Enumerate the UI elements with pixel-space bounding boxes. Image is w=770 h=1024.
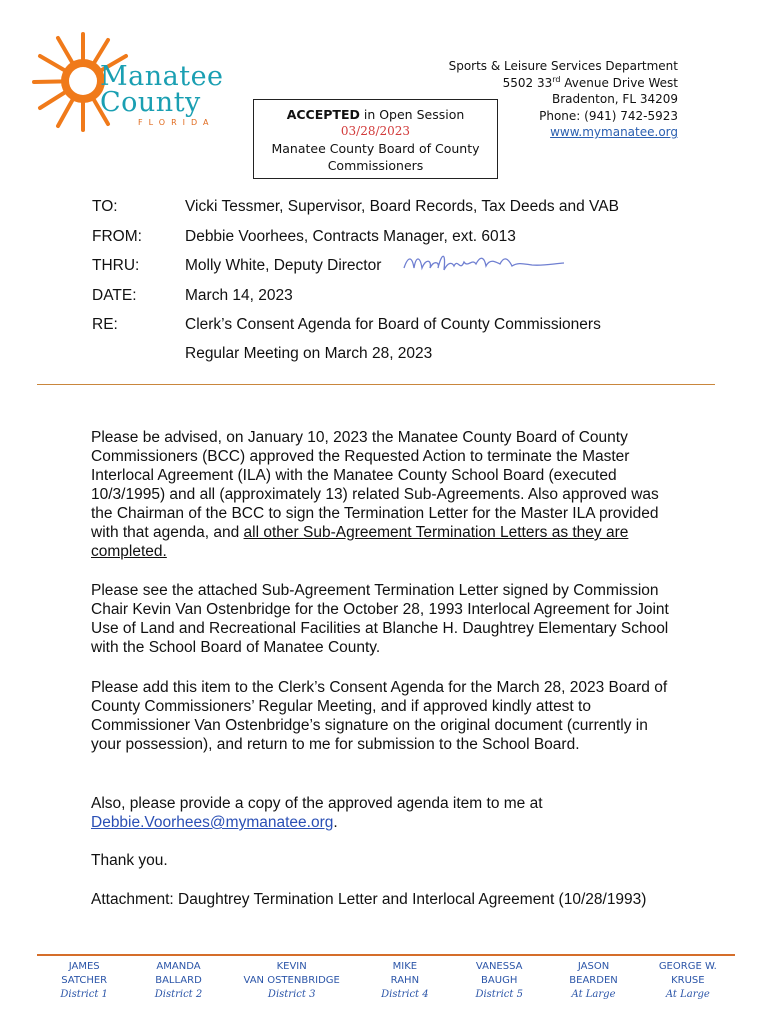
street-number: 5502 33 [502, 75, 553, 90]
paragraph-4 [91, 794, 676, 832]
commissioner-district: District 2 [154, 989, 203, 1000]
commissioner-first-name: KEVIN [276, 961, 307, 972]
stamp-date: 03/28/2023 [340, 124, 411, 138]
paragraph-1-text: Please be advised, on January 10, 2023 the Manatee County Board of County Commissioners (BCC) approved the Requested Action to terminate the Master Interlocal Agreement (ILA) with the Manatee County School Board (executed 10/3/1995) and all (approximately 13) related Sub-Agreements. Also approved was the Chairman of the BCC to sign the Termination Letter for the Master ILA provided with that agenda, and [91, 429, 659, 541]
thru-label: THRU: [92, 257, 140, 274]
from-label: FROM: [92, 228, 142, 245]
thank-you: Thank you. [91, 852, 168, 869]
handwritten-signature [400, 248, 570, 278]
commissioner-first-name: JAMES [68, 961, 100, 972]
department-address [449, 58, 678, 141]
commissioner-first-name: AMANDA [156, 961, 201, 972]
commissioner-district: District 5 [475, 989, 523, 1000]
commissioner-last-name: VAN OSTENBRIDGE [243, 975, 340, 986]
paragraph-1-underlined: all other Sub-Agreement Termination Letters as they are completed. [91, 524, 629, 560]
commissioner-last-name: BALLARD [155, 975, 202, 986]
street-name: Avenue Drive West [560, 75, 678, 90]
street-suffix: rd [552, 74, 561, 84]
paragraph-4-end: . [333, 814, 338, 831]
commissioner-district: District 3 [267, 989, 316, 1000]
commissioner-at-large-1 [546, 960, 640, 1002]
city-state-zip: Bradenton, FL 34209 [552, 92, 678, 106]
commissioner-at-large-2 [641, 960, 735, 1002]
email-link[interactable]: Debbie.Voorhees@mymanatee.org [91, 814, 334, 831]
commissioner-first-name: JASON [577, 961, 610, 972]
to-value: Vicki Tessmer, Supervisor, Board Records, Tax Deeds and VAB [185, 198, 619, 215]
manatee-county-logo [28, 26, 238, 136]
commissioner-first-name: MIKE [392, 961, 418, 972]
commissioner-last-name: BAUGH [481, 975, 518, 986]
commissioner-last-name: KRUSE [671, 975, 705, 986]
logo-state: FLORIDA [138, 118, 215, 127]
commissioner-district-1 [37, 960, 131, 1002]
commissioner-list [37, 960, 735, 1002]
commissioner-district-5 [452, 960, 546, 1002]
commissioner-last-name: SATCHER [61, 975, 108, 986]
paragraph-4-text: Also, please provide a copy of the approved agenda item to me at [91, 795, 543, 812]
stamp-accepted-bold: ACCEPTED [286, 107, 360, 122]
logo-line-2: County [100, 87, 201, 118]
footer-divider [37, 954, 735, 956]
to-label: TO: [92, 198, 118, 215]
commissioner-last-name: RAHN [390, 975, 420, 986]
re-line-1: Clerk’s Consent Agenda for Board of County Commissioners [185, 316, 601, 333]
logo-line-1: Manatee [100, 61, 224, 92]
commissioner-district: At Large [571, 989, 616, 1000]
commissioner-last-name: BEARDEN [569, 975, 618, 986]
website-link[interactable]: www.mymanatee.org [550, 125, 678, 139]
commissioner-district-4 [358, 960, 452, 1002]
thru-value: Molly White, Deputy Director [185, 257, 382, 274]
stamp-body-line-1: Manatee County Board of County [271, 141, 480, 156]
commissioner-district: District 4 [381, 989, 429, 1000]
date-label: DATE: [92, 287, 137, 304]
stamp-body-line-2: Commissioners [327, 158, 424, 173]
re-label: RE: [92, 316, 118, 333]
street-address [449, 75, 678, 92]
header-divider [37, 384, 715, 385]
commissioner-first-name: VANESSA [475, 961, 523, 972]
paragraph-1 [91, 428, 676, 561]
stamp-accepted-rest: in Open Session [359, 107, 465, 122]
re-line-2: Regular Meeting on March 28, 2023 [185, 345, 433, 362]
paragraph-3: Please add this item to the Clerk’s Consent Agenda for the March 28, 2023 Board of County Commissioners’ Regular Meeting, and if approved kindly attest to Commissioner Van Ostenbridge’s signature on the original document (currently in your possession), and return to me for submission to the School Board. [91, 679, 668, 753]
date-value: March 14, 2023 [185, 287, 293, 304]
from-value: Debbie Voorhees, Contracts Manager, ext. 6013 [185, 228, 516, 245]
commissioner-district-2 [131, 960, 225, 1002]
phone-number: Phone: (941) 742-5923 [539, 108, 678, 123]
department-name: Sports & Leisure Services Department [448, 59, 678, 73]
commissioner-district: At Large [665, 989, 710, 1000]
paragraph-2: Please see the attached Sub-Agreement Termination Letter signed by Commission Chair Kevin Van Ostenbridge for the October 28, 1993 Interlocal Agreement for Joint Use of Land and Recreational Facilities at Blanche H. Daughtrey Elementary School with the School Board of Manatee County. [91, 582, 669, 656]
commissioner-district-3 [226, 960, 358, 1002]
attachment-line: Attachment: Daughtrey Termination Letter and Interlocal Agreement (10/28/1993) [91, 891, 647, 908]
commissioner-district: District 1 [60, 989, 108, 1000]
commissioner-first-name: GEORGE W. [658, 961, 717, 972]
